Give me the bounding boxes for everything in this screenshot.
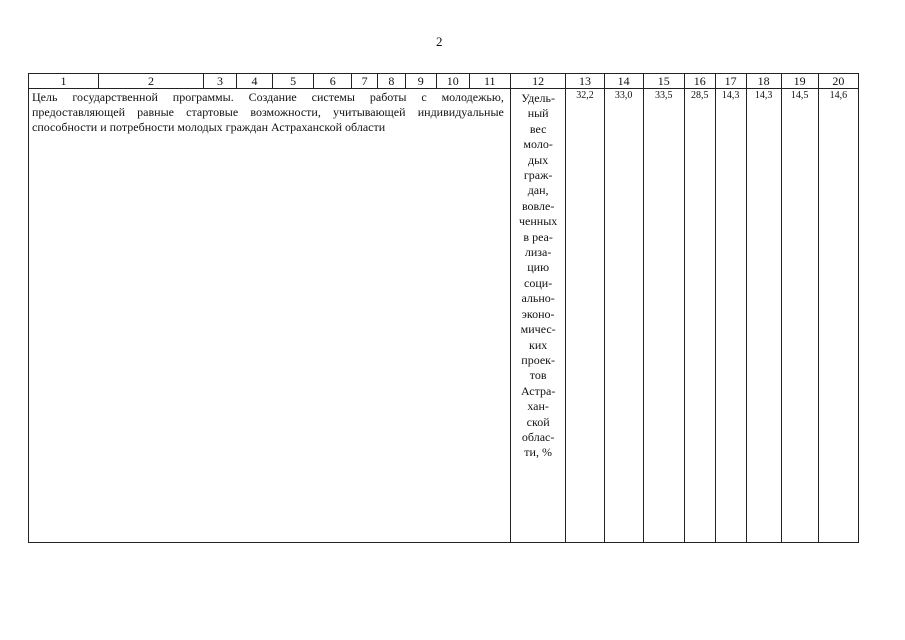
column-number: 2 bbox=[99, 74, 204, 89]
indicator-line: ской bbox=[526, 414, 550, 429]
indicator-value: 28,5 bbox=[684, 89, 715, 543]
column-number: 9 bbox=[405, 74, 436, 89]
indicator-value: 14,3 bbox=[715, 89, 746, 543]
indicator-line: эконо- bbox=[521, 306, 555, 321]
indicator-line: тов bbox=[529, 368, 547, 383]
indicator-value: 14,6 bbox=[818, 89, 858, 543]
indicator-line: ти, % bbox=[524, 445, 552, 460]
goal-row bbox=[29, 89, 859, 543]
column-number: 10 bbox=[436, 74, 469, 89]
indicator-value: 14,5 bbox=[781, 89, 818, 543]
indicator-line: дан, bbox=[527, 183, 549, 198]
column-number: 15 bbox=[643, 74, 684, 89]
indicator-line: цию bbox=[527, 260, 550, 275]
column-number: 20 bbox=[818, 74, 858, 89]
indicator-line: вовле- bbox=[521, 198, 555, 213]
indicator-line: граж- bbox=[523, 168, 553, 183]
indicator-line: ких bbox=[529, 337, 548, 352]
indicator-line: лиза- bbox=[524, 245, 552, 260]
indicator-line: в реа- bbox=[523, 229, 553, 244]
column-number: 12 bbox=[510, 74, 566, 89]
column-number: 4 bbox=[236, 74, 272, 89]
column-number: 18 bbox=[746, 74, 781, 89]
page-number: 2 bbox=[436, 34, 443, 49]
column-number-row bbox=[29, 74, 859, 89]
column-number: 11 bbox=[469, 74, 510, 89]
indicator-line: Астра- bbox=[520, 383, 556, 398]
column-number: 13 bbox=[566, 74, 604, 89]
indicator-line: соци- bbox=[524, 275, 553, 290]
indicator-line: Удель- bbox=[521, 91, 555, 105]
indicator-value: 14,3 bbox=[746, 89, 781, 543]
indicator-name bbox=[510, 89, 566, 543]
indicator-value: 32,2 bbox=[566, 89, 604, 543]
indicator-line: вес bbox=[529, 121, 547, 136]
program-goal-text: Цель государственной программы. Создание системы работы с молодежью, предоставляющей равные стартовые возможности, учитывающей индивидуальные способности и потребности молодых граждан Астраханской области bbox=[29, 89, 511, 543]
indicator-line: облас- bbox=[521, 429, 555, 444]
column-number: 14 bbox=[604, 74, 643, 89]
column-number: 17 bbox=[715, 74, 746, 89]
indicator-line: моло- bbox=[523, 137, 553, 152]
column-number: 3 bbox=[204, 74, 237, 89]
column-number: 7 bbox=[352, 74, 378, 89]
indicator-line: проек- bbox=[521, 352, 555, 367]
column-number: 1 bbox=[29, 74, 99, 89]
indicator-value: 33,5 bbox=[643, 89, 684, 543]
indicator-line: хан- bbox=[527, 399, 549, 414]
column-number: 19 bbox=[781, 74, 818, 89]
indicator-line: ально- bbox=[521, 291, 555, 306]
column-number: 6 bbox=[314, 74, 352, 89]
indicator-line: ный bbox=[527, 106, 549, 121]
column-number: 16 bbox=[684, 74, 715, 89]
indicator-line: ченных bbox=[519, 214, 558, 229]
program-indicators-table bbox=[28, 73, 859, 543]
column-number: 8 bbox=[378, 74, 406, 89]
indicator-line: дых bbox=[528, 152, 549, 167]
indicator-line: мичес- bbox=[520, 322, 556, 337]
column-number: 5 bbox=[273, 74, 314, 89]
indicator-value: 33,0 bbox=[604, 89, 643, 543]
